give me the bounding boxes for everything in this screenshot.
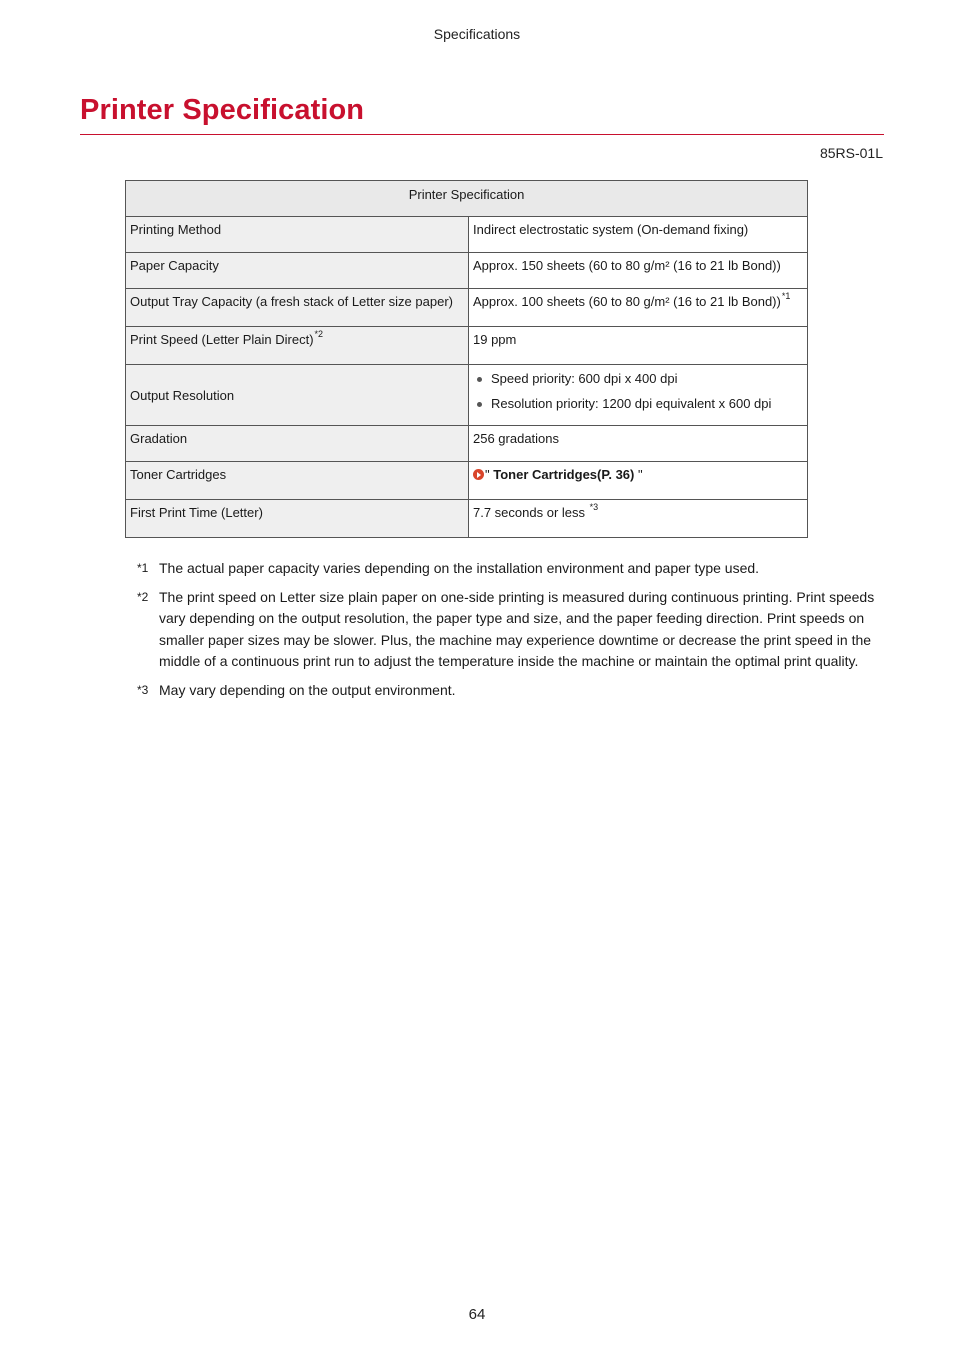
page-title: Printer Specification [80, 94, 365, 126]
row-value-print-speed: 19 ppm [469, 327, 808, 365]
arrow-circle-icon[interactable] [473, 469, 484, 480]
document-id: 85RS-01L [819, 145, 883, 161]
row-label-paper-capacity: Paper Capacity [126, 253, 469, 289]
footnote-text: May vary depending on the output environment. [159, 681, 456, 698]
table-row [126, 462, 808, 500]
link-quote-close: " [638, 467, 643, 482]
footnote-text: The print speed on Letter size plain paper on one-side printing is measured during continuous printing. Print speeds vary depending on the output resolution, the paper type and size, and the paper feeding direction. Print speeds on smaller paper sizes may be slower. Plus, the machine may experience downtime or decrease the print speed in the middle of a continuous print run to adjust the temperature inside the machine or maintain the optimal print quality. [159, 588, 875, 669]
page-number: 64 [468, 1306, 486, 1323]
bullet-icon [477, 402, 482, 407]
footnotes [137, 558, 885, 708]
link-quote-open: " [485, 467, 490, 482]
print-speed-label-text: Print Speed (Letter Plain Direct) [130, 332, 314, 347]
spec-table [125, 180, 808, 538]
bullet-icon [477, 377, 482, 382]
table-row [126, 426, 808, 462]
row-label-print-speed [126, 327, 469, 365]
footnote-1 [137, 558, 885, 580]
row-value-gradation: 256 gradations [469, 426, 808, 462]
row-label-first-print-time: First Print Time (Letter) [126, 500, 469, 538]
footnote-ref-3: *3 [589, 502, 599, 512]
footnote-ref-1: *1 [781, 291, 791, 301]
first-print-time-value-text: 7.7 seconds or less [473, 505, 586, 520]
row-value-first-print-time [469, 500, 808, 538]
row-value-output-tray [469, 289, 808, 327]
footnote-mark: *1 [137, 561, 149, 575]
table-row [126, 327, 808, 365]
row-value-output-resolution [469, 365, 808, 426]
spec-table-heading: Printer Specification [126, 181, 808, 217]
table-row [126, 500, 808, 538]
row-label-output-resolution: Output Resolution [126, 365, 469, 426]
table-row [126, 289, 808, 327]
footnote-2 [137, 587, 885, 673]
footnote-text: The actual paper capacity varies depending on the installation environment and paper type used. [159, 560, 760, 576]
toner-cartridges-link[interactable]: Toner Cartridges(P. 36) [493, 467, 635, 482]
table-row [126, 365, 808, 426]
resolution-speed-priority: Speed priority: 600 dpi x 400 dpi [491, 371, 678, 386]
footnote-mark: *3 [137, 682, 149, 697]
footnote-3 [137, 680, 885, 702]
resolution-list [473, 370, 803, 413]
row-value-toner-cartridges[interactable] [469, 462, 808, 500]
list-item [473, 395, 803, 413]
output-tray-value-text: Approx. 100 sheets (60 to 80 g/m² (16 to 21 lb Bond)) [473, 294, 781, 309]
row-label-output-tray: Output Tray Capacity (a fresh stack of Letter size paper) [126, 289, 469, 327]
row-value-paper-capacity: Approx. 150 sheets (60 to 80 g/m² (16 to 21 lb Bond)) [469, 253, 808, 289]
footnote-ref-2: *2 [314, 329, 324, 339]
row-label-toner-cartridges: Toner Cartridges [126, 462, 469, 500]
list-item [473, 370, 803, 388]
table-row [126, 217, 808, 253]
running-header: Specifications [433, 26, 521, 42]
row-label-printing-method: Printing Method [126, 217, 469, 253]
row-label-gradation: Gradation [126, 426, 469, 462]
title-divider [80, 134, 884, 135]
table-row [126, 253, 808, 289]
resolution-quality-priority: Resolution priority: 1200 dpi equivalent x 600 dpi [491, 396, 772, 411]
footnote-mark: *2 [137, 589, 149, 604]
row-value-printing-method: Indirect electrostatic system (On-demand fixing) [469, 217, 808, 253]
spec-table-header-row [126, 181, 808, 217]
